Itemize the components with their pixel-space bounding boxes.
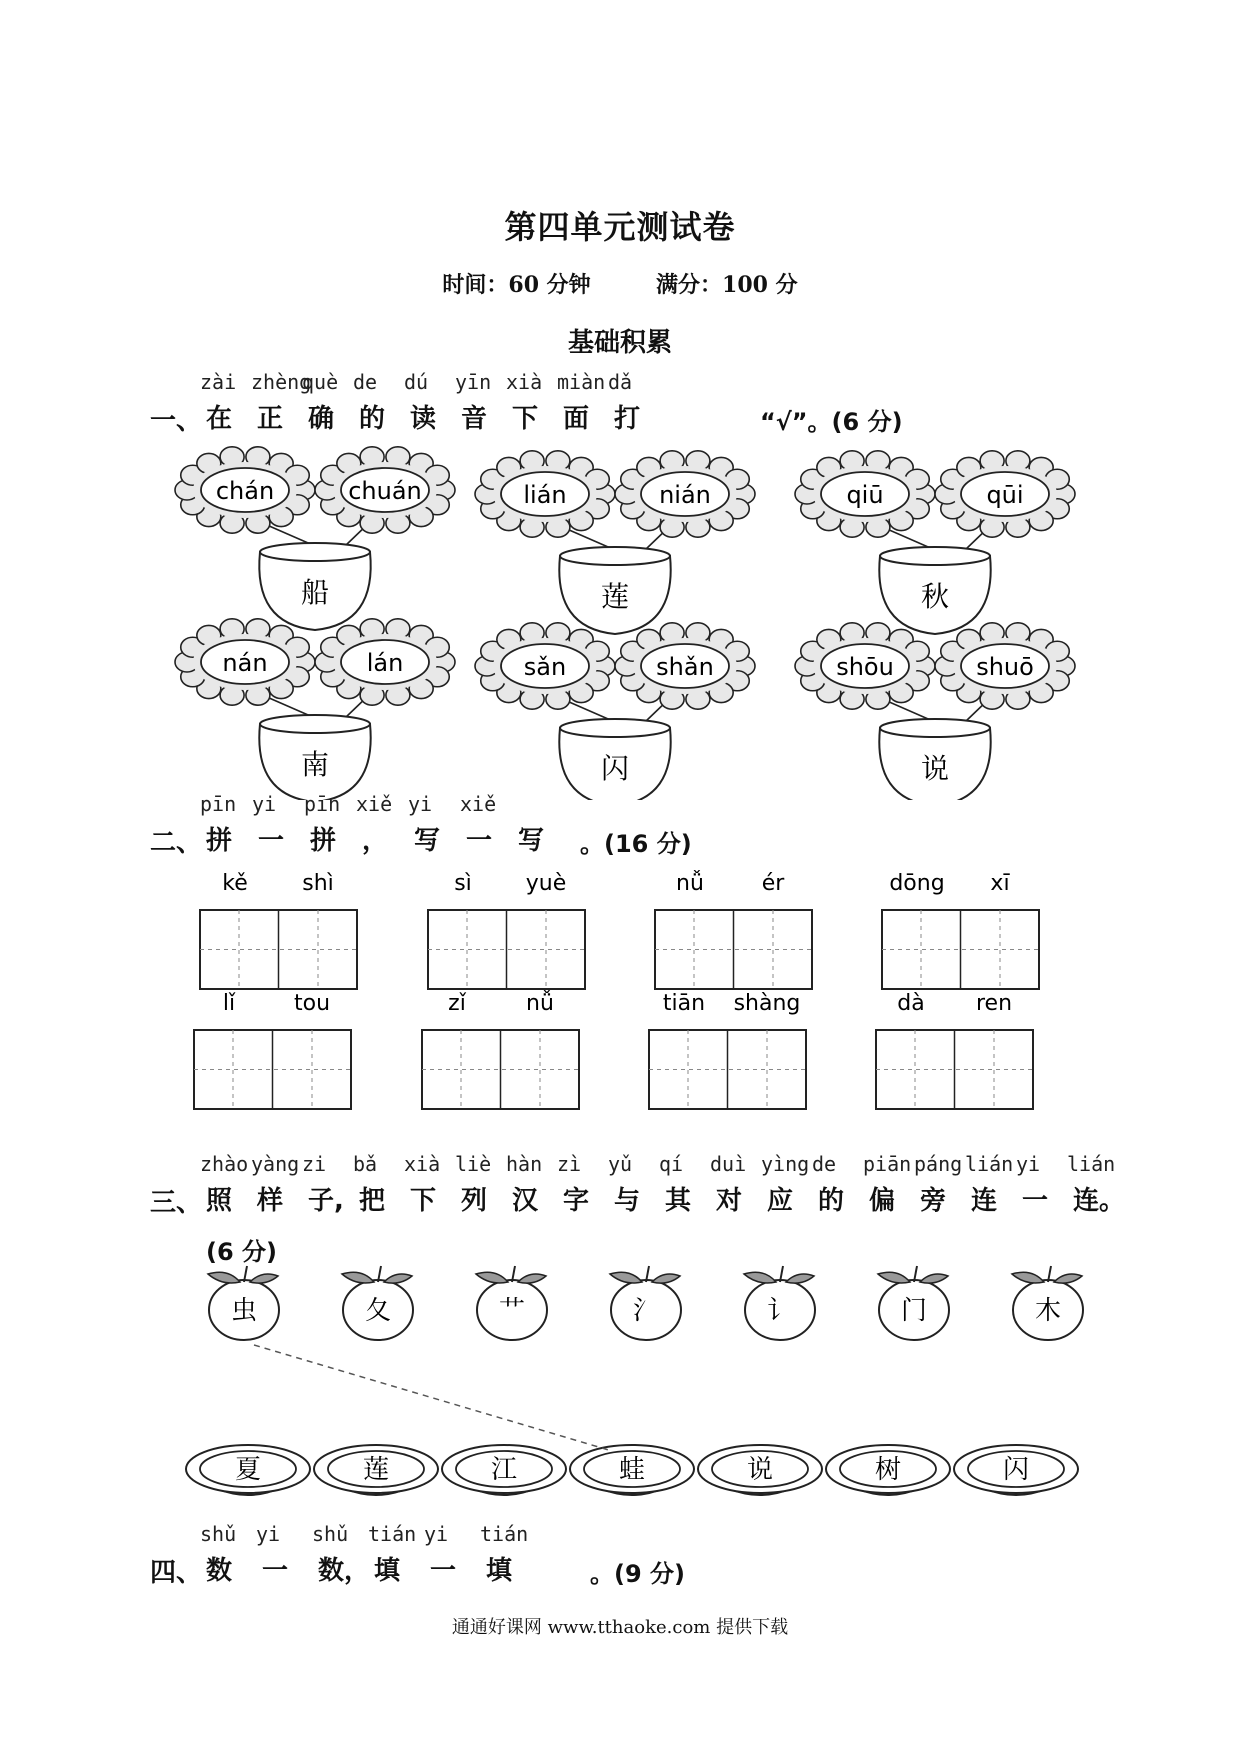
word-label: 江 bbox=[490, 1455, 518, 1485]
radical-apple[interactable] bbox=[878, 1266, 949, 1340]
pinyin-flower-left[interactable] bbox=[795, 451, 935, 537]
pinyin-flower-left[interactable] bbox=[475, 451, 615, 537]
q4-heading bbox=[150, 1522, 1050, 1600]
pinyin-option: qūi bbox=[986, 481, 1024, 509]
q1-char: 打 bbox=[614, 404, 641, 434]
q3-pinyin: xià bbox=[404, 1152, 441, 1176]
q4-char: 填 bbox=[486, 1556, 513, 1586]
character-label: 秋 bbox=[920, 580, 950, 613]
q1-group bbox=[475, 623, 755, 800]
q2-grids bbox=[0, 860, 1240, 1160]
q2-char: 拼 bbox=[206, 826, 233, 856]
word-bowl[interactable] bbox=[570, 1445, 694, 1495]
pinyin-a: tiān bbox=[662, 991, 706, 1016]
q1-char: 读 bbox=[410, 404, 437, 434]
q1-pinyin: dǎ bbox=[608, 370, 633, 394]
pinyin-b: nǚ bbox=[526, 991, 554, 1016]
q3-pinyin: hàn bbox=[506, 1152, 543, 1176]
q3-char: 把 bbox=[359, 1186, 386, 1216]
q4-char: 填 bbox=[374, 1556, 401, 1586]
q3-char: 下 bbox=[410, 1186, 437, 1216]
section-heading: 基础积累 bbox=[567, 328, 672, 358]
pinyin-flower-right[interactable] bbox=[615, 451, 755, 537]
q1-char: 确 bbox=[308, 404, 335, 434]
q3-char: 旁 bbox=[920, 1186, 947, 1216]
word-bowl[interactable] bbox=[698, 1445, 822, 1495]
q1-char: 的 bbox=[359, 404, 386, 434]
q4-pinyin: tián bbox=[368, 1522, 417, 1546]
q1-pinyin: miàn bbox=[557, 370, 606, 394]
word-label: 莲 bbox=[362, 1455, 390, 1485]
q3-heading bbox=[150, 1152, 1126, 1270]
word-bowl[interactable] bbox=[826, 1445, 950, 1495]
q1-char: 音 bbox=[461, 404, 488, 434]
q2-char: 一 bbox=[466, 826, 493, 856]
time-limit: 时间：60 分钟 bbox=[442, 272, 591, 298]
pinyin-a: lǐ bbox=[222, 991, 236, 1016]
pinyin-a: dōng bbox=[889, 871, 945, 896]
radical-apple[interactable] bbox=[610, 1266, 681, 1340]
q2-item bbox=[655, 870, 812, 989]
q3-pinyin: qí bbox=[659, 1152, 684, 1176]
q1-char: 正 bbox=[257, 404, 284, 434]
pinyin-flower-right[interactable] bbox=[615, 623, 755, 709]
character-pot bbox=[559, 547, 670, 634]
q3-char: 的 bbox=[818, 1186, 845, 1216]
q1-pinyin: zhèng bbox=[251, 370, 312, 394]
q1-group bbox=[795, 623, 1075, 800]
q2-char: 拼 bbox=[310, 826, 337, 856]
q3-char: 连。 bbox=[1073, 1186, 1126, 1216]
radical-apple[interactable] bbox=[476, 1266, 547, 1340]
pinyin-b: shàng bbox=[733, 991, 801, 1016]
writing-box[interactable] bbox=[422, 1030, 579, 1109]
q3-pinyin: de bbox=[812, 1152, 837, 1176]
pinyin-a: zǐ bbox=[448, 991, 466, 1016]
pinyin-flower-right[interactable] bbox=[935, 623, 1075, 709]
q1-tail: “√”。(6 分) bbox=[760, 408, 903, 436]
q3-pinyin: lián bbox=[1067, 1152, 1116, 1176]
q1-pinyin: yīn bbox=[455, 370, 492, 394]
pinyin-option: lián bbox=[523, 481, 567, 509]
q1-pinyin: de bbox=[353, 370, 378, 394]
radical-label: 虫 bbox=[230, 1296, 258, 1326]
q1-flowers-drawing bbox=[0, 440, 1240, 800]
q3-char: 一 bbox=[1022, 1186, 1049, 1216]
word-label: 闪 bbox=[1002, 1455, 1030, 1485]
q1-group bbox=[795, 451, 1075, 634]
q3-char: 样 bbox=[257, 1186, 284, 1216]
q3-pinyin: páng bbox=[914, 1152, 963, 1176]
q2-char: 一 bbox=[258, 826, 285, 856]
q4-char: 一 bbox=[430, 1556, 457, 1586]
q3-pinyin: yìng bbox=[761, 1152, 810, 1176]
pinyin-flower-left[interactable] bbox=[475, 623, 615, 709]
q3-char: 子, bbox=[308, 1186, 344, 1216]
word-bowl[interactable] bbox=[442, 1445, 566, 1495]
word-label: 说 bbox=[746, 1455, 774, 1485]
radical-label: 艹 bbox=[498, 1296, 526, 1326]
pinyin-b: ér bbox=[761, 871, 785, 896]
character-label: 南 bbox=[300, 748, 330, 781]
example-match-line bbox=[254, 1345, 612, 1451]
radical-apple[interactable] bbox=[208, 1266, 279, 1340]
word-bowl[interactable] bbox=[954, 1445, 1078, 1495]
q3-matching-drawing bbox=[0, 1265, 1240, 1525]
q2-item bbox=[882, 871, 1039, 989]
q2-item bbox=[194, 991, 351, 1109]
pinyin-b: ren bbox=[975, 991, 1013, 1016]
pinyin-a: sì bbox=[454, 871, 472, 896]
writing-box[interactable] bbox=[876, 1030, 1033, 1109]
q3-char: 应 bbox=[767, 1186, 794, 1216]
q3-matching bbox=[0, 1265, 1240, 1525]
pinyin-flower-right[interactable] bbox=[315, 447, 455, 533]
q3-char: 与 bbox=[614, 1186, 641, 1216]
pinyin-b: xī bbox=[990, 871, 1010, 896]
writing-box[interactable] bbox=[194, 1030, 351, 1109]
pinyin-option: shǎn bbox=[656, 653, 714, 681]
q2-writing-grid bbox=[0, 860, 1240, 1160]
q3-pinyin: zì bbox=[557, 1152, 582, 1176]
q2-item bbox=[200, 871, 357, 989]
q3-pinyin: zi bbox=[302, 1152, 327, 1176]
q2-pinyin: yi bbox=[252, 792, 277, 816]
character-pot bbox=[559, 719, 670, 800]
pinyin-option: chán bbox=[215, 477, 275, 505]
exam-meta bbox=[0, 268, 1240, 299]
pinyin-flower-left[interactable] bbox=[175, 619, 315, 705]
q1-group bbox=[175, 447, 455, 630]
radical-apple[interactable] bbox=[342, 1266, 413, 1340]
radical-label: 木 bbox=[1034, 1296, 1062, 1326]
q1-pinyin: dú bbox=[404, 370, 429, 394]
radical-label: 夂 bbox=[364, 1296, 392, 1326]
pinyin-option: nián bbox=[659, 481, 711, 509]
q1-group bbox=[175, 619, 455, 800]
character-label: 闪 bbox=[600, 752, 630, 785]
q2-char: 写 bbox=[518, 826, 545, 856]
radical-label: 门 bbox=[900, 1296, 928, 1326]
pinyin-a: nǚ bbox=[676, 871, 704, 896]
pinyin-a: kě bbox=[222, 871, 248, 896]
q2-pinyin: yi bbox=[408, 792, 433, 816]
pinyin-option: chuán bbox=[348, 477, 422, 505]
word-label: 树 bbox=[874, 1455, 902, 1485]
writing-box[interactable] bbox=[882, 910, 1039, 989]
q1-pinyin: xià bbox=[506, 370, 543, 394]
q3-pinyin: yi bbox=[1016, 1152, 1041, 1176]
q2-item bbox=[876, 991, 1033, 1109]
pinyin-a: dà bbox=[897, 991, 925, 1016]
pinyin-flower-right[interactable] bbox=[935, 451, 1075, 537]
q1-pinyin: què bbox=[302, 370, 339, 394]
character-label: 船 bbox=[300, 576, 330, 609]
q1-heading bbox=[150, 370, 1150, 448]
q2-pinyin: pīn bbox=[304, 792, 341, 816]
pinyin-flower-right[interactable] bbox=[315, 619, 455, 705]
q1-group bbox=[475, 451, 755, 634]
radical-apple[interactable] bbox=[1012, 1266, 1083, 1340]
q4-pinyin: tián bbox=[480, 1522, 529, 1546]
word-bowl[interactable] bbox=[314, 1445, 438, 1495]
q2-char: 写 bbox=[414, 826, 441, 856]
q3-char: 汉 bbox=[512, 1186, 539, 1216]
q3-pinyin: piān bbox=[863, 1152, 912, 1176]
writing-box[interactable] bbox=[200, 910, 357, 989]
pinyin-option: sǎn bbox=[523, 653, 567, 681]
q2-pinyin: xiě bbox=[460, 792, 497, 816]
q3-points: (6 分) bbox=[206, 1238, 277, 1266]
pinyin-option: shōu bbox=[836, 653, 894, 681]
radical-label: 讠 bbox=[766, 1296, 794, 1326]
q4-char: 数 bbox=[206, 1556, 233, 1586]
q3-number: 三、 bbox=[150, 1188, 203, 1218]
q1-char: 下 bbox=[512, 404, 539, 434]
q3-char: 对 bbox=[716, 1186, 743, 1216]
pinyin-flower-left[interactable] bbox=[175, 447, 315, 533]
writing-box[interactable] bbox=[655, 910, 812, 989]
pinyin-option: shuō bbox=[976, 653, 1034, 681]
q2-pinyin: pīn bbox=[200, 792, 237, 816]
q4-pinyin: shǔ bbox=[312, 1522, 349, 1546]
q4-pinyin: yi bbox=[256, 1522, 281, 1546]
q2-item bbox=[422, 990, 579, 1109]
footer-credit: 通通好课网 www.tthaoke.com 提供下载 bbox=[451, 1617, 789, 1638]
q2-number: 二、 bbox=[150, 828, 203, 858]
pinyin-b: yuè bbox=[525, 871, 567, 896]
q2-item bbox=[428, 871, 585, 989]
word-label: 蛙 bbox=[618, 1455, 646, 1485]
pinyin-option: qiū bbox=[846, 481, 884, 509]
q4-tail: 。(9 分) bbox=[590, 1560, 685, 1588]
q3-char: 照 bbox=[206, 1186, 233, 1216]
pinyin-b: tou bbox=[293, 991, 331, 1016]
pinyin-b: shì bbox=[302, 871, 334, 896]
radical-apple[interactable] bbox=[744, 1266, 815, 1340]
q1-number: 一、 bbox=[150, 406, 203, 436]
q4-number: 四、 bbox=[150, 1558, 203, 1588]
q3-char: 字 bbox=[563, 1186, 590, 1216]
word-label: 夏 bbox=[234, 1455, 262, 1485]
pinyin-option: nán bbox=[222, 649, 268, 677]
q4-char: 数， bbox=[318, 1556, 371, 1586]
q3-pinyin: bǎ bbox=[353, 1152, 378, 1176]
q2-pinyin: xiě bbox=[356, 792, 393, 816]
radical-label: 氵 bbox=[632, 1296, 660, 1326]
q1-char: 面 bbox=[563, 404, 590, 434]
full-score: 满分：100 分 bbox=[656, 272, 798, 298]
q2-item bbox=[649, 991, 806, 1109]
q3-pinyin: yàng bbox=[251, 1152, 300, 1176]
q2-tail: 。(16 分) bbox=[580, 830, 692, 858]
q4-pinyin: yi bbox=[424, 1522, 449, 1546]
q2-char: ， bbox=[362, 826, 389, 856]
q3-pinyin: lián bbox=[965, 1152, 1014, 1176]
pinyin-option: lán bbox=[366, 649, 404, 677]
character-pot bbox=[879, 547, 990, 634]
character-pot bbox=[259, 543, 370, 630]
character-label: 说 bbox=[920, 752, 950, 785]
character-pot bbox=[259, 715, 370, 800]
q4-char: 一 bbox=[262, 1556, 289, 1586]
word-bowl[interactable] bbox=[186, 1445, 310, 1495]
q1-groups bbox=[0, 440, 1240, 800]
pinyin-flower-left[interactable] bbox=[795, 623, 935, 709]
q3-char: 偏 bbox=[869, 1186, 896, 1216]
q3-char: 连 bbox=[971, 1186, 998, 1216]
writing-box[interactable] bbox=[649, 1030, 806, 1109]
q3-pinyin: duì bbox=[710, 1152, 747, 1176]
q3-pinyin: liè bbox=[455, 1152, 492, 1176]
character-pot bbox=[879, 719, 990, 800]
q3-char: 其 bbox=[665, 1186, 692, 1216]
q1-char: 在 bbox=[206, 404, 233, 434]
writing-box[interactable] bbox=[428, 910, 585, 989]
q3-char: 列 bbox=[461, 1186, 488, 1216]
page-title: 第四单元测试卷 bbox=[504, 208, 736, 246]
q3-pinyin: zhào bbox=[200, 1152, 249, 1176]
q4-pinyin: shǔ bbox=[200, 1522, 237, 1546]
character-label: 莲 bbox=[600, 580, 630, 613]
q3-pinyin: yǔ bbox=[608, 1152, 633, 1176]
q1-pinyin: zài bbox=[200, 370, 237, 394]
